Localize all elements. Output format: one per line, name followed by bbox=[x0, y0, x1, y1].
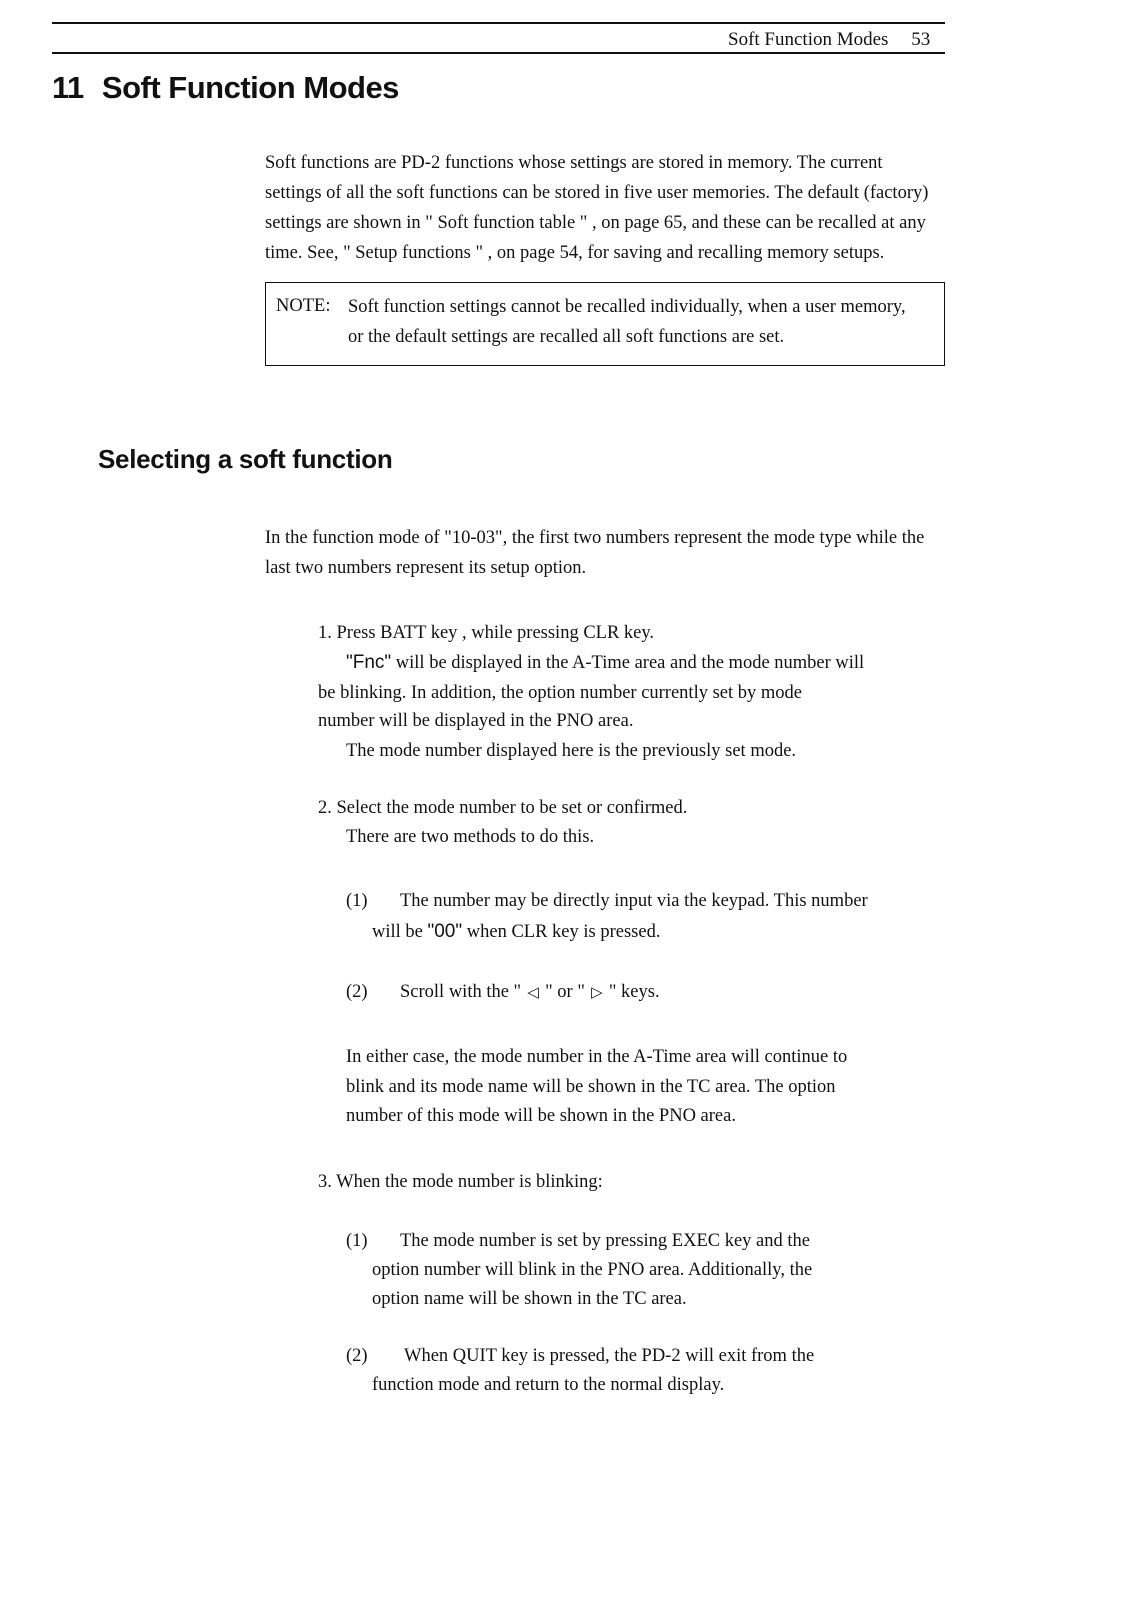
step-3-sub-1-line-2: option number will blink in the PNO area. Additionally, the bbox=[372, 1260, 813, 1280]
step-2-sub-1-line-2: will be "00" when CLR key is pressed. bbox=[372, 921, 661, 942]
step-1-line-3: be blinking. In addition, the option number currently set by mode bbox=[318, 683, 802, 703]
note-label: NOTE: bbox=[276, 296, 331, 316]
chapter-number: 11 bbox=[52, 70, 84, 105]
step-2-line-2: There are two methods to do this. bbox=[346, 827, 595, 847]
step-3-sub-2-number: (2) bbox=[346, 1346, 368, 1366]
chapter-title bbox=[52, 70, 399, 106]
step-2-after-line: number of this mode will be shown in the PNO area. bbox=[346, 1106, 736, 1126]
header-bottom-rule bbox=[52, 52, 945, 54]
section-intro-line: In the function mode of "10-03", the first two numbers represent the mode type while the bbox=[265, 528, 925, 548]
note-line: Soft function settings cannot be recalled individually, when a user memory, bbox=[348, 297, 906, 317]
section-intro-line: last two numbers represent its setup option. bbox=[265, 558, 587, 578]
step-3-sub-1-number: (1) bbox=[346, 1231, 368, 1251]
step-2-after-line: blink and its mode name will be shown in the TC area. The option bbox=[346, 1076, 836, 1097]
intro-paragraph bbox=[265, 148, 945, 268]
step-2-sub-1-line-1: The number may be directly input via the keypad. This number bbox=[400, 891, 868, 911]
step-2-sub-2-line: Scroll with the " ◁ " or " ▷ " keys. bbox=[400, 982, 660, 1002]
section-title: Selecting a soft function bbox=[98, 444, 393, 474]
step-2-sub-1-number: (1) bbox=[346, 891, 368, 911]
note-box bbox=[265, 282, 945, 366]
step-3-sub-2-line-2: function mode and return to the normal display. bbox=[372, 1375, 725, 1395]
step-3: 3. When the mode number is blinking: bbox=[318, 1172, 603, 1192]
step-1: 1. Press BATT key , while pressing CLR key. bbox=[318, 623, 655, 643]
zero-code: "00" bbox=[427, 921, 463, 942]
step-3-sub-1-line-3: option name will be shown in the TC area. bbox=[372, 1289, 687, 1309]
step-2: 2. Select the mode number to be set or confirmed. bbox=[318, 798, 688, 818]
intro-line: settings of all the soft functions can be stored in five user memories. The default (factory) bbox=[265, 183, 929, 203]
page-number: 53 bbox=[911, 29, 931, 50]
step-1-line-5: The mode number displayed here is the previously set mode. bbox=[346, 741, 797, 761]
intro-line: settings are shown in " Soft function table " , on page 65, and these can be recalled at any bbox=[265, 213, 926, 233]
intro-line: Soft functions are PD-2 functions whose settings are stored in memory. The current bbox=[265, 153, 883, 173]
step-3-sub-2-line-1: When QUIT key is pressed, the PD-2 will exit from the bbox=[404, 1346, 815, 1366]
step-1-line-4: number will be displayed in the PNO area. bbox=[318, 711, 634, 731]
note-line: or the default settings are recalled all soft functions are set. bbox=[348, 327, 785, 347]
step-2-sub-2-number: (2) bbox=[346, 982, 368, 1002]
chapter-title-text: Soft Function Modes bbox=[101, 70, 399, 105]
step-2-after-line: In either case, the mode number in the A-Time area will continue to bbox=[346, 1047, 848, 1067]
left-arrow-icon: ◁ bbox=[527, 983, 539, 1001]
fnc-display-code: "Fnc" bbox=[346, 652, 392, 673]
step-2-after bbox=[346, 1043, 847, 1132]
header-top-rule bbox=[52, 22, 945, 24]
step-3-sub-1-line-1: The mode number is set by pressing EXEC key and the bbox=[400, 1231, 810, 1251]
section-intro bbox=[265, 523, 924, 583]
right-arrow-icon: ▷ bbox=[591, 983, 603, 1001]
running-title: Soft Function Modes bbox=[728, 29, 889, 50]
intro-line: time. See, " Setup functions " , on page 54, for saving and recalling memory setups. bbox=[265, 243, 885, 263]
note-text bbox=[348, 292, 906, 352]
step-1-line-2: "Fnc" will be displayed in the A-Time area and the mode number will bbox=[346, 652, 865, 673]
running-header bbox=[728, 29, 930, 51]
